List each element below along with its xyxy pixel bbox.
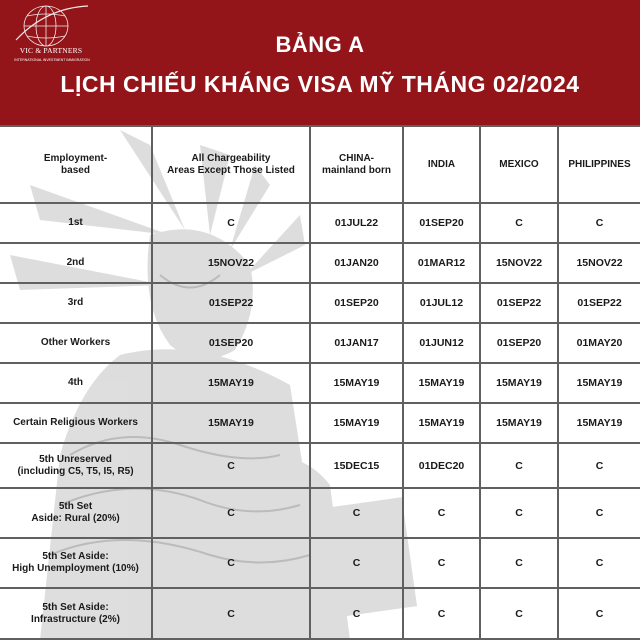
table-cell: 15NOV22	[152, 243, 310, 283]
page-title: BẢNG A	[275, 32, 365, 57]
table-cell: C	[310, 538, 403, 588]
table-cell: C	[403, 488, 480, 538]
table-row	[0, 203, 640, 243]
table-cell: 15MAY19	[558, 363, 640, 403]
header-philippines: PHILIPPINES	[558, 126, 640, 203]
header-china: CHINA- mainland born	[310, 126, 403, 203]
table-cell: 15MAY19	[403, 403, 480, 443]
table-cell: C	[152, 588, 310, 639]
row-category: Other Workers	[0, 323, 152, 363]
table-cell: 15MAY19	[558, 403, 640, 443]
table-cell: 01JUN12	[403, 323, 480, 363]
table-cell: 15MAY19	[152, 403, 310, 443]
row-category: 3rd	[0, 283, 152, 323]
row-category: 1st	[0, 203, 152, 243]
table-cell: 01SEP22	[480, 283, 558, 323]
visa-bulletin-table	[0, 125, 640, 640]
table-row	[0, 588, 640, 639]
table-cell: C	[480, 538, 558, 588]
table-cell: 15NOV22	[558, 243, 640, 283]
table-cell: C	[152, 203, 310, 243]
table-cell: 15MAY19	[310, 403, 403, 443]
table-cell: 15DEC15	[310, 443, 403, 488]
table-cell: 15MAY19	[480, 363, 558, 403]
page-subtitle: LỊCH CHIẾU KHÁNG VISA MỸ THÁNG 02/2024	[60, 71, 580, 97]
table-cell: C	[480, 488, 558, 538]
header-employment-based: Employment- based	[0, 126, 152, 203]
row-category: 4th	[0, 363, 152, 403]
table-cell: 15MAY19	[310, 363, 403, 403]
table-cell: 01SEP22	[558, 283, 640, 323]
table-row	[0, 488, 640, 538]
table-cell: 01DEC20	[403, 443, 480, 488]
row-category: 5th Set Aside: Infrastructure (2%)	[0, 588, 152, 639]
table-cell: C	[152, 488, 310, 538]
table-cell: 01SEP20	[480, 323, 558, 363]
row-category: 2nd	[0, 243, 152, 283]
row-category: 5th Set Aside: High Unemployment (10%)	[0, 538, 152, 588]
table-cell: 01JAN20	[310, 243, 403, 283]
table-cell: C	[558, 203, 640, 243]
table-cell: C	[152, 443, 310, 488]
table-row	[0, 363, 640, 403]
row-category: 5th Unreserved (including C5, T5, I5, R5)	[0, 443, 152, 488]
table-cell: C	[480, 203, 558, 243]
table-cell: 15MAY19	[480, 403, 558, 443]
table-row	[0, 538, 640, 588]
table-cell: C	[558, 443, 640, 488]
table-row	[0, 283, 640, 323]
table-cell: C	[480, 443, 558, 488]
header-all-chargeability: All Chargeability Areas Except Those Listed	[152, 126, 310, 203]
brand-name: VIC & PARTNERS	[19, 46, 83, 55]
table-cell: C	[310, 588, 403, 639]
table-cell: 01SEP22	[152, 283, 310, 323]
table-cell: 01SEP20	[152, 323, 310, 363]
table-cell: 01SEP20	[403, 203, 480, 243]
brand-tagline: INTERNATIONAL INVESTMENT IMMIGRATION	[14, 58, 90, 62]
table-row	[0, 243, 640, 283]
header-mexico: MEXICO	[480, 126, 558, 203]
table-cell: C	[403, 588, 480, 639]
table-row	[0, 403, 640, 443]
table-cell: C	[403, 538, 480, 588]
table-cell: C	[558, 538, 640, 588]
header-india: INDIA	[403, 126, 480, 203]
table-cell: 01MAY20	[558, 323, 640, 363]
table-header-row	[0, 126, 640, 203]
table-cell: C	[558, 588, 640, 639]
table-cell: 15MAY19	[403, 363, 480, 403]
table-cell: 01JUL22	[310, 203, 403, 243]
row-category: Certain Religious Workers	[0, 403, 152, 443]
table-cell: 15NOV22	[480, 243, 558, 283]
table-cell: C	[558, 488, 640, 538]
table-cell: 01JUL12	[403, 283, 480, 323]
header-banner	[0, 0, 640, 125]
table-row	[0, 443, 640, 488]
table-cell: 01JAN17	[310, 323, 403, 363]
table-cell: 01SEP20	[310, 283, 403, 323]
table-cell: 15MAY19	[152, 363, 310, 403]
table-cell: C	[310, 488, 403, 538]
row-category: 5th Set Aside: Rural (20%)	[0, 488, 152, 538]
table-cell: 01MAR12	[403, 243, 480, 283]
table-cell: C	[480, 588, 558, 639]
table-row	[0, 323, 640, 363]
table-cell: C	[152, 538, 310, 588]
